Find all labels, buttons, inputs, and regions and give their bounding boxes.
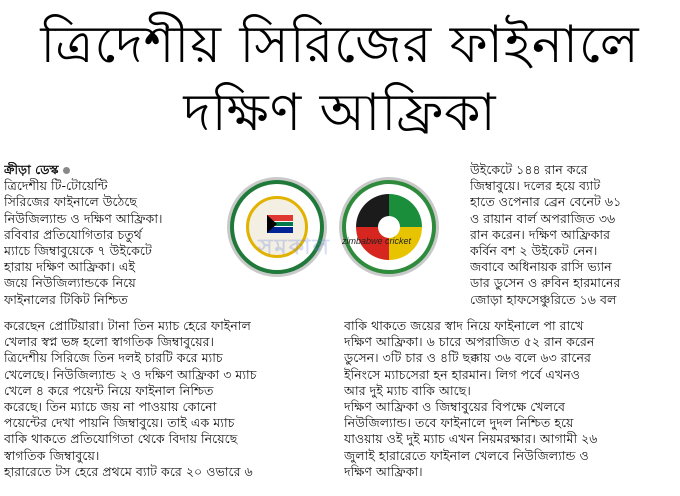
article-line: দক্ষিণ আফ্রিকা। bbox=[344, 463, 423, 479]
zw-emblem-inner bbox=[356, 194, 422, 260]
byline bbox=[4, 162, 222, 178]
article-line: জিম্বাবুয়ে। দলের হয়ে ব্যাট bbox=[470, 178, 601, 194]
article-line: ইনিংসে ম্যাচসেরা হন হারমান। লিগ পর্বে এখনও bbox=[344, 366, 581, 382]
article-line: স্বাগতিক জিম্বাবুয়ে। bbox=[4, 447, 100, 463]
byline-dot-icon bbox=[63, 167, 70, 174]
article-line: নিউজিল্যান্ড। তবে ফাইনালে দুদল নিশ্চিত হয়ে bbox=[344, 415, 574, 431]
article-column-left bbox=[4, 162, 222, 308]
article-line: ফাইনালের টিকিট নিশ্চিত bbox=[4, 291, 128, 307]
article-line: নিউজিল্যান্ড ও দক্ষিণ আফ্রিকা। bbox=[4, 210, 163, 226]
article-line: ডুসেন। ৩টি চার ও ৪টি ছক্কায় ৩৬ বলে ৬৩ রানের bbox=[344, 350, 591, 366]
article-line: ডার ডুসেন ও রুবিন হারমানের bbox=[470, 275, 621, 291]
article-line: জোড়া হাফসেঞ্চুরিতে ১৬ বল bbox=[470, 291, 617, 307]
article-line: হারায় দক্ষিণ আফ্রিকা। এই bbox=[4, 259, 136, 275]
article-line: হারারেতে টস হেরে প্রথমে ব্যাট করে ২০ ওভারে ৬ bbox=[4, 463, 253, 479]
article-line: উইকেটে ১৪৪ রান করে bbox=[470, 162, 588, 177]
article-line: দক্ষিণ আফ্রিকা। ৬ চারে অপরাজিত ৫২ রান করেন bbox=[344, 334, 595, 350]
article-line: জবাবে অধিনায়ক রাসি ভ্যান bbox=[470, 259, 612, 275]
article-line: রবিবার প্রতিযোগিতার চতুর্থ bbox=[4, 226, 142, 242]
zw-emblem-center bbox=[378, 216, 400, 238]
article-line: হাতে ওপেনার ব্রেন বেনেট ৬১ bbox=[470, 194, 622, 210]
article-column-bottom-left bbox=[4, 318, 326, 480]
article-line: বাকি থাকতে প্রতিযোগিতা থেকে বিদায় নিয়েছে bbox=[4, 431, 238, 447]
zimbabwe-cricket-label: zimbabwe cricket bbox=[342, 236, 412, 246]
article-line: খেলে ৪ করে পয়েন্ট নিয়ে ফাইনাল নিশ্চিত bbox=[4, 382, 214, 398]
article-line: যাওয়ায় ওই দুই ম্যাচ এখন নিয়মরক্ষার। আগামী ২৬ bbox=[344, 431, 598, 447]
article-line: রান করেন। দক্ষিণ আফ্রিকার bbox=[470, 226, 611, 242]
article-line: ত্রিদেশীয় টি-টোয়েন্টি bbox=[4, 178, 108, 194]
article-line: আর দুই ম্যাচ বাকি আছে। bbox=[344, 382, 471, 398]
article-line: করেছেন প্রোটিয়ারা। টানা তিন ম্যাচ হেরে ফাইনাল bbox=[4, 318, 251, 333]
article-line: জয়ে নিউজিল্যান্ডকে নিয়ে bbox=[4, 275, 136, 291]
headline-line-1: ত্রিদেশীয় সিরিজের ফাইনালে bbox=[40, 15, 640, 75]
article-column-right bbox=[470, 162, 675, 308]
left-paragraph bbox=[4, 178, 222, 308]
article-line: বাকি থাকতে জয়ের স্বাদ নিয়ে ফাইনালে পা রাখে bbox=[344, 318, 584, 333]
byline-text: ক্রীড়া ডেস্ক bbox=[4, 162, 59, 177]
zimbabwe-cricket-emblem-icon bbox=[342, 180, 436, 274]
article-line: জুলাই হারারেতে ফাইনাল খেলবে নিউজিল্যান্ড ও bbox=[344, 447, 589, 463]
article-line: ত্রিদেশীয় সিরিজে তিন দলই চারটি করে ম্যাচ bbox=[4, 350, 223, 366]
article-line: কর্বিন বশ ২ উইকেট নেন। bbox=[470, 243, 598, 259]
article-line: ম্যাচে জিম্বাবুয়েকে ৭ উইকেটে bbox=[4, 243, 152, 259]
article-line: পয়েন্টের দেখা পায়নি জিম্বাবুয়ে। তাই এক ম্যাচ bbox=[4, 415, 235, 431]
article-column-bottom-right bbox=[344, 318, 676, 480]
photo-bottom-band bbox=[224, 290, 466, 312]
article-line: সিরিজের ফাইনালে উঠেছে bbox=[4, 194, 138, 210]
newspaper-watermark: সমকাল bbox=[258, 235, 331, 260]
article-line: খেলেছে। নিউজিল্যান্ড ২ ও দক্ষিণ আফ্রিকা ৩ ম্যাচ bbox=[4, 366, 257, 382]
article-line: ও রায়ান বার্ল অপরাজিত ৩৬ bbox=[470, 210, 616, 226]
article-line: খেলার স্বপ্ন ভঙ্গ হলো স্বাগতিক জিম্বাবুয়ের। bbox=[4, 334, 215, 350]
team-logos-photo bbox=[224, 166, 466, 312]
article-line: করেছে। তিন ম্যাচে জয় না পাওয়ায় কোনো bbox=[4, 399, 217, 415]
article-line: দক্ষিণ আফ্রিকা ও জিম্বাবুয়ের বিপক্ষে খেলবে bbox=[344, 399, 566, 415]
headline-line-2: দক্ষিণ আফ্রিকা bbox=[183, 83, 497, 143]
